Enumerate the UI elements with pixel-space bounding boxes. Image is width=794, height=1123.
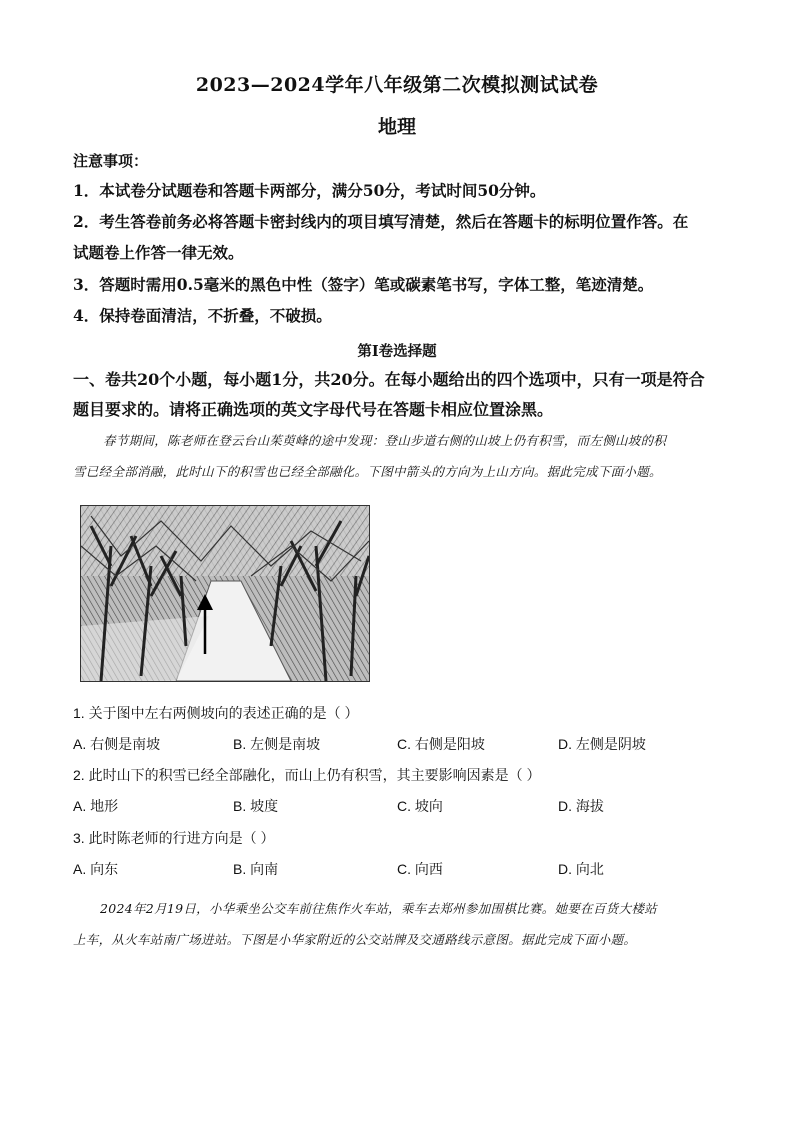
question-2-stem: 2. 此时山下的积雪已经全部融化，而山上仍有积雪，其主要影响因素是（ ） xyxy=(73,767,541,783)
question-1-option-a: A. 右侧是南坡 xyxy=(73,736,161,752)
question-3-option-a: A. 向东 xyxy=(73,861,119,877)
notice-item-4: 4．保持卷面清洁，不折叠，不破损。 xyxy=(73,306,332,325)
passage-1-line-2: 雪已经全部消融，此时山下的积雪也已经全部融化。下图中箭头的方向为上山方向。据此完成下面小题。 xyxy=(73,464,662,479)
trail-illustration xyxy=(81,506,369,681)
notice-item-2: 2．考生答卷前务必将答题卡密封线内的项目填写清楚，然后在答题卡的标明位置作答。在 xyxy=(73,212,689,231)
passage-2-line-1: 2024年2月19日，小华乘坐公交车前往焦作火车站，乘车去郑州参加围棋比赛。她要在百货大楼站 xyxy=(100,901,657,916)
question-2-option-c: C. 坡向 xyxy=(397,798,443,814)
subject-title: 地理 xyxy=(377,116,416,138)
exam-title: 2023—2024学年八年级第二次模拟测试试卷 xyxy=(195,74,599,96)
question-3-option-c: C. 向西 xyxy=(397,861,443,877)
question-1-option-b: B. 左侧是南坡 xyxy=(233,736,321,752)
section-title: 第Ⅰ卷选择题 xyxy=(357,343,437,360)
question-2-option-d: D. 海拔 xyxy=(558,798,604,814)
question-3-stem: 3. 此时陈老师的行进方向是（ ） xyxy=(73,830,275,846)
question-1-stem: 1. 关于图中左右两侧坡向的表述正确的是（ ） xyxy=(73,705,359,721)
notice-item-2-continued: 试题卷上作答一律无效。 xyxy=(73,243,244,262)
mountain-trail-photo xyxy=(80,505,370,682)
question-2-option-a: A. 地形 xyxy=(73,798,119,814)
section-instruction-line-2: 题目要求的。请将正确选项的英文字母代号在答题卡相应位置涂黑。 xyxy=(73,400,554,419)
notice-label: 注意事项： xyxy=(73,152,149,170)
passage-2-line-2: 上车，从火车站南广场进站。下图是小华家附近的公交站牌及交通路线示意图。据此完成下面小题。 xyxy=(73,932,637,947)
question-1-option-d: D. 左侧是阴坡 xyxy=(558,736,646,752)
section-instruction-line-1: 一、卷共20个小题，每小题1分，共20分。在每小题给出的四个选项中，只有一项是符合 xyxy=(73,370,705,389)
question-3-option-b: B. 向南 xyxy=(233,861,279,877)
notice-item-1: 1．本试卷分试题卷和答题卡两部分，满分50分，考试时间50分钟。 xyxy=(73,181,546,200)
question-1-option-c: C. 右侧是阳坡 xyxy=(397,736,485,752)
passage-1-line-1: 春节期间，陈老师在登云台山茱萸峰的途中发现：登山步道右侧的山坡上仍有积雪，而左侧山坡的积 xyxy=(103,433,667,448)
question-2-option-b: B. 坡度 xyxy=(233,798,279,814)
notice-item-3: 3．答题时需用0.5毫米的黑色中性（签字）笔或碳素笔书写，字体工整，笔迹清楚。 xyxy=(73,275,654,294)
question-3-option-d: D. 向北 xyxy=(558,861,604,877)
